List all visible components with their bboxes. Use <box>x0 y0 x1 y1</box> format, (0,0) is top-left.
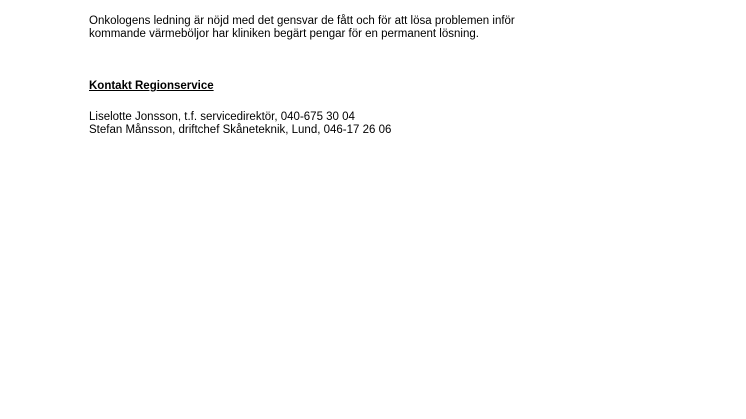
contact-list <box>89 111 391 137</box>
contact-line-stefan-mansson: Stefan Månsson, driftchef Skåneteknik, Lund, 046-17 26 06 <box>89 124 392 136</box>
body-paragraph <box>89 15 515 41</box>
paragraph-line: kommande värmeböljor har kliniken begärt pengar för en permanent lösning. <box>89 28 479 40</box>
paragraph-line: Onkologens ledning är nöjd med det gensvar de fått och för att lösa problemen inför <box>89 15 515 27</box>
contact-line-liselotte-jonsson: Liselotte Jonsson, t.f. servicedirektör, 040-675 30 04 <box>89 111 355 123</box>
contact-heading: Kontakt Regionservice <box>89 80 214 92</box>
